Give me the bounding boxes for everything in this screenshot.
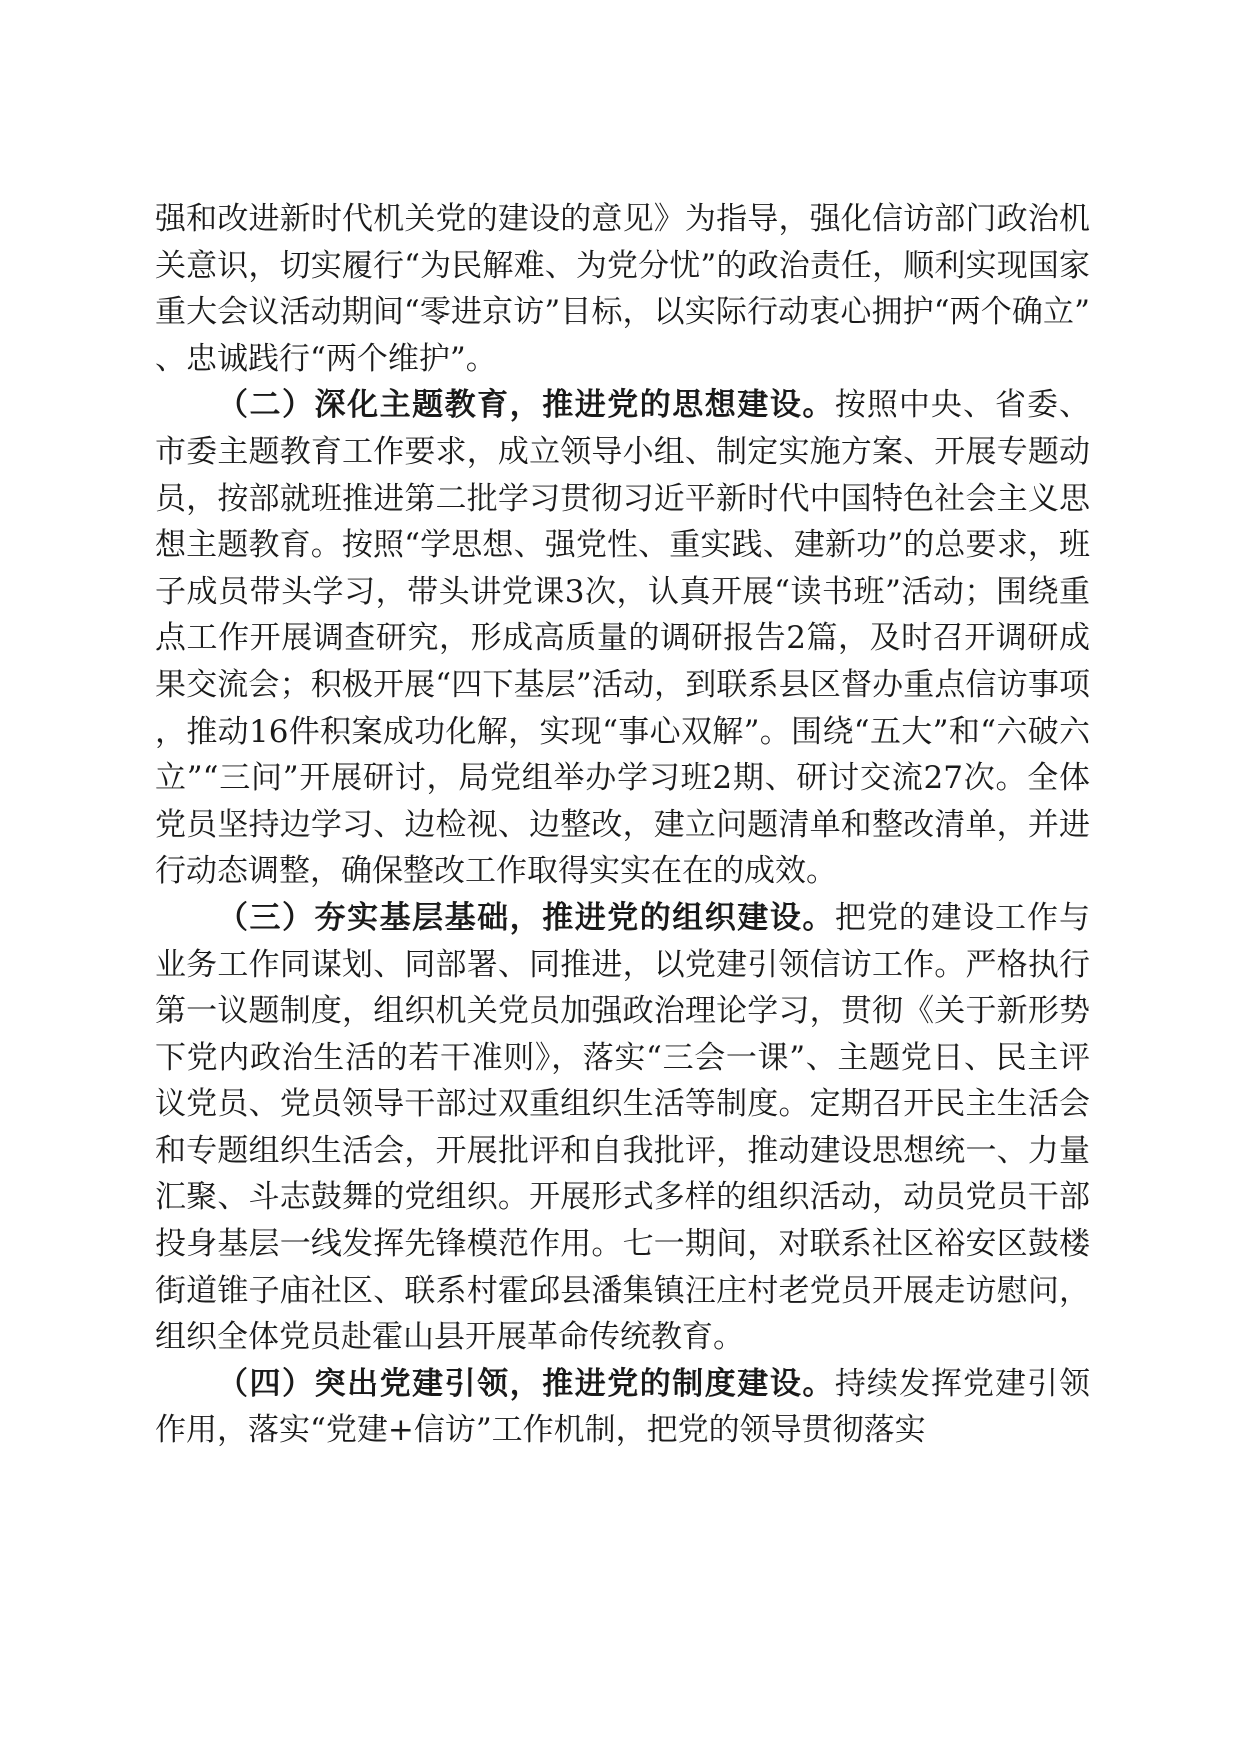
paragraph-body: 强和改进新时代机关党的建设的意见》为指导，强化信访部门政治机关意识，切实履行“为民解难、为党分忧”的政治责任，顺利实现国家重大会议活动期间“零进京访”目标，以实际行动衷心拥护“两个确立”、忠诚践行“两个维护”。 — [155, 201, 1090, 377]
paragraph-section-2 — [155, 382, 1090, 895]
section-heading-4: （四）突出党建引领，推进党的制度建设。 — [217, 1365, 835, 1402]
paragraph-continuation — [155, 196, 1090, 382]
paragraph-body: 按照中央、省委、市委主题教育工作要求，成立领导小组、制定实施方案、开展专题动员，按部就班推进第二批学习贯彻习近平新时代中国特色社会主义思想主题教育。按照“学思想、强党性、重实践、建新功”的总要求，班子成员带头学习，带头讲党课3次，认真开展“读书班”活动；围绕重点工作开展调查研究，形成高质量的调研报告2篇，及时召开调研成果交流会；积极开展“四下基层”活动，到联系县区督办重点信访事项，推动16件积案成功化解，实现“事心双解”。围绕“五大”和“六破六立”“三问”开展研讨，局党组举办学习班2期、研讨交流27次。全体党员坚持边学习、边检视、边整改，建立问题清单和整改清单，并进行动态调整，确保整改工作取得实实在在的成效。 — [155, 387, 1091, 890]
paragraph-body: 持续发挥党建引领作用，落实“党建+信访”工作机制，把党的领导贯彻落实 — [155, 1365, 1091, 1449]
paragraph-section-4 — [155, 1361, 1090, 1454]
section-heading-2: （二）深化主题教育，推进党的思想建设。 — [217, 387, 835, 424]
section-heading-3: （三）夯实基层基础，推进党的组织建设。 — [217, 899, 835, 936]
paragraph-section-3 — [155, 895, 1090, 1361]
document-body — [155, 196, 1090, 1454]
paragraph-body: 把党的建设工作与业务工作同谋划、同部署、同推进，以党建引领信访工作。严格执行第一议题制度，组织机关党员加强政治理论学习，贯彻《关于新形势下党内政治生活的若干准则》，落实“三会一课”、主题党日、民主评议党员、党员领导干部过双重组织生活等制度。定期召开民主生活会和专题组织生活会，开展批评和自我批评，推动建设思想统一、力量汇聚、斗志鼓舞的党组织。开展形式多样的组织活动，动员党员干部投身基层一线发挥先锋模范作用。七一期间，对联系社区裕安区鼓楼街道锥子庙社区、联系村霍邱县潘集镇汪庄村老党员开展走访慰问，组织全体党员赴霍山县开展革命传统教育。 — [155, 899, 1091, 1356]
